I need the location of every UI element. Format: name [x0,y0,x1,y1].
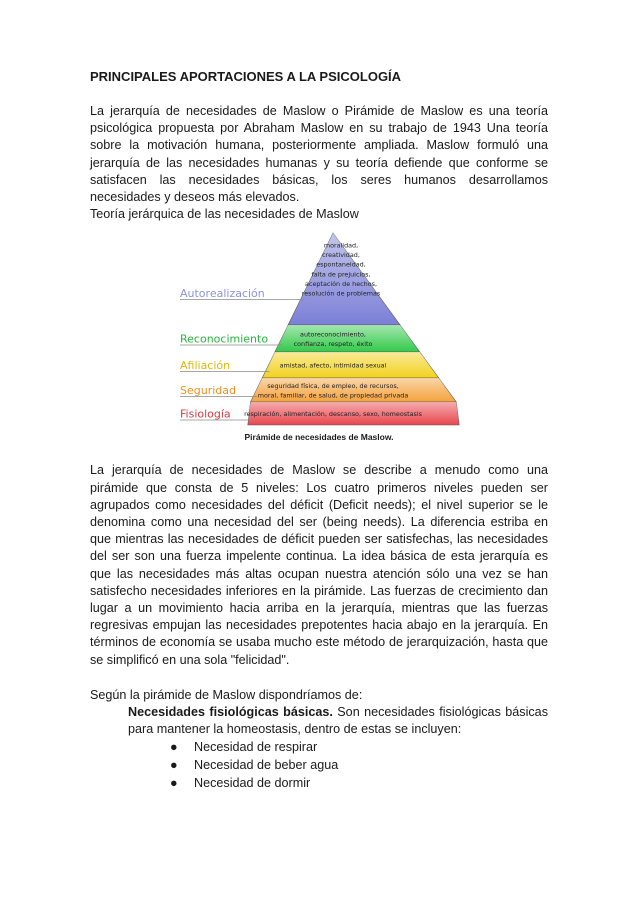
pyramid-side-label: Reconocimiento [180,332,269,346]
pyramid-level-text: falta de prejuicios, [311,270,371,279]
list-item: ● Necesidad de respirar [170,740,318,755]
physiological-needs-title: Necesidades fisiológicas básicas. [128,705,333,720]
pyramid-level-sheen [275,325,420,352]
document-page [90,68,548,792]
pyramid-level-text: espontaneidad, [316,261,366,270]
pyramid-side-label: Fisiología [180,407,231,421]
pyramid-side-label: Seguridad [180,384,236,398]
bullet-icon: ● [170,758,178,773]
pyramid-level-text: seguridad física, de empleo, de recursos, [267,382,399,391]
maslow-pyramid [90,225,548,430]
list-intro: Según la pirámide de Maslow dispondríamos de: [90,687,363,702]
body-paragraph: La jerarquía de necesidades de Maslow se describe a menudo como una pirámide que consta de 5 niveles: Los cuatro primeros niveles pueden ser agrupados como necesidades del déficit (Deficit needs); el nivel superior se le denomina como una necesidad del ser (being needs). La diferencia estriba en que mientras las necesidades de déficit pueden ser satisfechas, las necesidades del ser son una fuerza impelente continua. La idea básica de esta jerarquía es que las necesidades más altas ocupan nuestra atención sólo una vez se han satisfecho necesidades inferiores en la pirámide. Las fuerzas de crecimiento dan lugar a un movimiento hacia arriba en la jerarquía, mientras que las fuerzas regresivas empujan las necesidades prepotentes hacia abajo en la jerarquía. En términos de economía se usaba mucho este método de jerarquización, hasta que se simplificó en una sola "felicidad". [90,463,548,667]
pyramid-level-text: resolución de problemas [301,289,381,298]
intro-paragraph: La jerarquía de necesidades de Maslow o Pirámide de Maslow es una teoría psicológica propuesta por Abraham Maslow en su trabajo de 1943 Una teoría sobre la motivación humana, posteriormente ampliada. Maslow formuló una jerarquía de las necesidades humanas y su teoría defiende que conforme se satisfacen las necesidades básicas, los seres humanos desarrollamos necesidades y deseos más elevados. [90,104,548,205]
list-item: ● Necesidad de beber agua [170,758,339,773]
pyramid-level-text: confianza, respeto, éxito [293,340,373,349]
pyramid-level-text: moral, familiar, de salud, de propiedad privada [257,391,409,400]
pyramid-level-text: amistad, afecto, intimidad sexual [279,361,387,370]
figure-caption: Pirámide de necesidades de Maslow. [244,432,394,443]
pyramid-level-text: moralidad, [323,241,359,250]
pyramid-side-label: Afiliación [180,359,231,373]
maslow-pyramid-figure [90,225,548,430]
pyramid-level-text: creatividad, [322,251,360,260]
pyramid-side-label: Autorealización [180,287,265,301]
document-heading: PRINCIPALES APORTACIONES A LA PSICOLOGÍA [90,69,402,84]
physiological-needs-text: Son necesidades fisiológicas básicas para mantener la homeostasis, dentro de estas se incluyen: [128,705,548,737]
pyramid-subtitle: Teoría jerárquica de las necesidades de Maslow [90,207,359,222]
bullet-icon: ● [170,776,178,791]
physiological-needs-list [90,738,548,792]
pyramid-level-text: aceptación de hechos, [305,280,377,289]
physiological-needs-paragraph [90,704,548,738]
bullet-icon: ● [170,740,178,755]
pyramid-level-text: respiración, alimentación, descanso, sexo, homeostasis [244,410,422,419]
list-item: ● Necesidad de dormir [170,776,311,791]
pyramid-level-text: autoreconocimiento, [300,330,366,339]
